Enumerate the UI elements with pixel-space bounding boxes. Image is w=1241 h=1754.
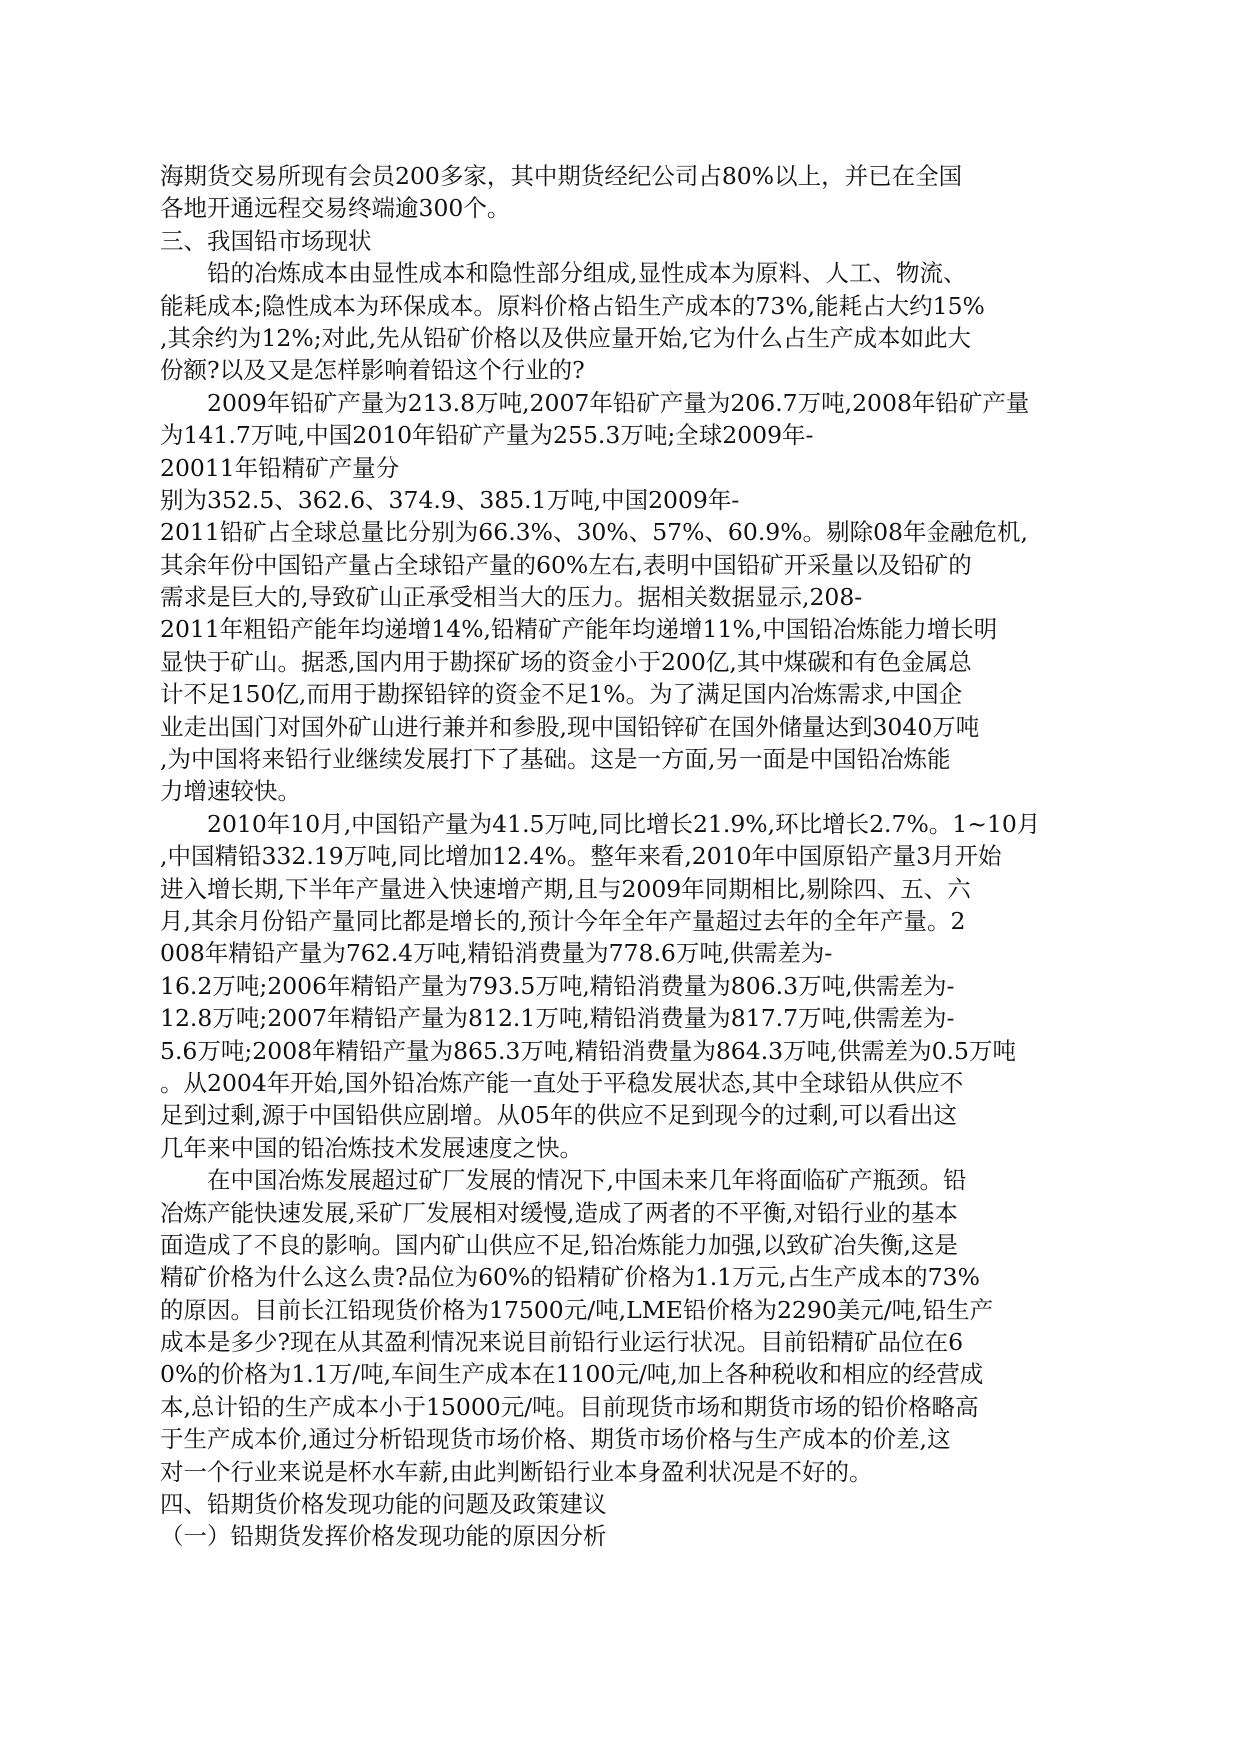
- body-line: 能耗成本;隐性成本为环保成本。原料价格占铅生产成本的73%,能耗占大约15%: [160, 291, 985, 320]
- body-line: 显快于矿山。据悉,国内用于勘探矿场的资金小于200亿,其中煤碳和有色金属总: [160, 647, 972, 676]
- body-line: 力增速较快。: [160, 777, 301, 806]
- body-line: 008年精铅产量为762.4万吨,精铅消费量为778.6万吨,供需差为-: [160, 939, 833, 968]
- paragraph-first-line: 铅的冶炼成本由显性成本和隐性部分组成,显性成本为原料、人工、物流、: [207, 259, 967, 288]
- body-line: 海期货交易所现有会员200多家，其中期货经纪公司占80%以上，并已在全国: [160, 162, 963, 190]
- body-line: 。从2004年开始,国外铅冶炼产能一直处于平稳发展状态,其中全球铅从供应不: [160, 1068, 964, 1097]
- body-line: 于生产成本价,通过分析铅现货市场价格、期货市场价格与生产成本的价差,这: [160, 1425, 951, 1454]
- body-line: 足到过剩,源于中国铅供应剧增。从05年的供应不足到现今的过剩,可以看出这: [160, 1101, 957, 1130]
- body-line: 计不足150亿,而用于勘探铅锌的资金不足1%。为了满足国内冶炼需求,中国企: [160, 680, 963, 709]
- body-line: 5.6万吨;2008年精铅产量为865.3万吨,精铅消费量为864.3万吨,供需差为0.5万吨: [160, 1036, 1016, 1065]
- body-line: 冶炼产能快速发展,采矿厂发展相对缓慢,造成了两者的不平衡,对铅行业的基本: [160, 1198, 958, 1227]
- body-line: 12.8万吨;2007年精铅产量为812.1万吨,精铅消费量为817.7万吨,供需差为-: [160, 1004, 955, 1033]
- body-line: 其余年份中国铅产量占全球铅产量的60%左右,表明中国铅矿开采量以及铅矿的: [160, 550, 972, 579]
- body-line: 业走出国门对国外矿山进行兼并和参股,现中国铅锌矿在国外储量达到3040万吨: [160, 712, 980, 741]
- body-line: 需求是巨大的,导致矿山正承受相当大的压力。据相关数据显示,208-: [160, 583, 863, 612]
- body-line: 几年来中国的铅冶炼技术发展速度之快。: [160, 1133, 583, 1162]
- section-heading: 四、铅期货价格发现功能的问题及政策建议: [160, 1490, 607, 1519]
- body-line: 各地开通远程交易终端逾300个。: [160, 194, 511, 223]
- body-line: 份额?以及又是怎样影响着铅这个行业的?: [160, 356, 585, 385]
- body-line: 2011年粗铅产能年均递增14%,铅精矿产能年均递增11%,中国铅冶炼能力增长明: [160, 615, 998, 644]
- body-line: ,为中国将来铅行业继续发展打下了基础。这是一方面,另一面是中国铅冶炼能: [160, 745, 951, 774]
- subsection-heading: （一）铅期货发挥价格发现功能的原因分析: [160, 1522, 607, 1551]
- body-line: 的原因。目前长江铅现货价格为17500元/吨,LME铅价格为2290美元/吨,铅生产: [160, 1295, 994, 1324]
- body-line: 对一个行业来说是杯水车薪,由此判断铅行业本身盈利状况是不好的。: [160, 1457, 873, 1486]
- body-line: 月,其余月份铅产量同比都是增长的,预计今年全年产量超过去年的全年产量。2: [160, 906, 966, 935]
- body-line: 2011铅矿占全球总量比分别为66.3%、30%、57%、60.9%。剔除08年金融危机,: [160, 518, 1028, 547]
- body-line: ,中国精铅332.19万吨,同比增加12.4%。整年来看,2010年中国原铅产量3月开始: [160, 842, 1002, 871]
- paragraph-first-line: 2010年10月,中国铅产量为41.5万吨,同比增长21.9%,环比增长2.7%。1~10月: [207, 809, 1041, 838]
- body-line: 20011年铅精矿产量分: [160, 453, 400, 482]
- body-line: 精矿价格为什么这么贵?品位为60%的铅精矿价格为1.1万元,占生产成本的73%: [160, 1263, 980, 1292]
- section-heading: 三、我国铅市场现状: [160, 226, 372, 255]
- body-line: 为141.7万吨,中国2010年铅矿产量为255.3万吨;全球2009年-: [160, 421, 814, 450]
- body-line: 0%的价格为1.1万/吨,车间生产成本在1100元/吨,加上各种税收和相应的经营成: [160, 1360, 984, 1389]
- body-line: 面造成了不良的影响。国内矿山供应不足,铅冶炼能力加强,以致矿冶失衡,这是: [160, 1230, 958, 1259]
- paragraph-first-line: 2009年铅矿产量为213.8万吨,2007年铅矿产量为206.7万吨,2008年铅矿产量: [207, 388, 1030, 417]
- body-line: 本,总计铅的生产成本小于15000元/吨。目前现货市场和期货市场的铅价格略高: [160, 1392, 979, 1421]
- body-line: 成本是多少?现在从其盈利情况来说目前铅行业运行状况。目前铅精矿品位在6: [160, 1328, 964, 1357]
- document-page: [160, 160, 1050, 1553]
- body-line: ,其余约为12%;对此,先从铅矿价格以及供应量开始,它为什么占生产成本如此大: [160, 323, 972, 352]
- body-line: 进入增长期,下半年产量进入快速增产期,且与2009年同期相比,剔除四、五、六: [160, 874, 971, 903]
- paragraph-first-line: 在中国冶炼发展超过矿厂发展的情况下,中国未来几年将面临矿产瓶颈。铅: [207, 1166, 967, 1195]
- body-line: 别为352.5、362.6、374.9、385.1万吨,中国2009年-: [160, 485, 740, 514]
- body-line: 16.2万吨;2006年精铅产量为793.5万吨,精铅消费量为806.3万吨,供需差为-: [160, 971, 955, 1000]
